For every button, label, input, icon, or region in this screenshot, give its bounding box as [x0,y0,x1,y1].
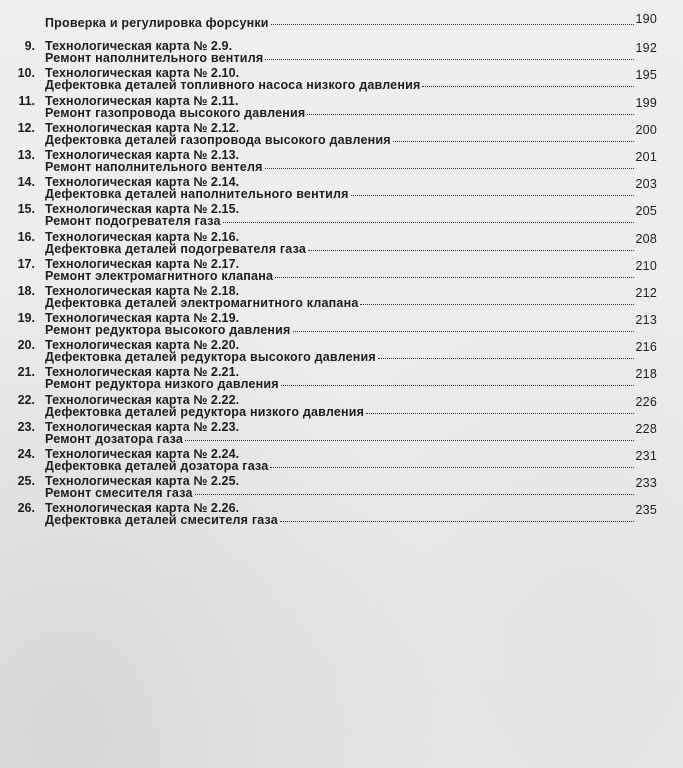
toc-entry-title: Технологическая карта № 2.17. [45,256,240,271]
toc-entry-description: Дефектовка деталей электромагнитного клапана [45,295,359,310]
toc-entry-title: Технологическая карта № 2.14. [45,175,240,190]
toc-entry-number: 13. [17,147,35,162]
toc-entry-title: Технологическая карта № 2.15. [45,202,240,217]
toc-entry-number: 21. [17,365,35,380]
toc-page-number: 203 [635,177,657,192]
toc-entry-number: 9. [24,39,35,54]
toc-entry-description: Ремонт редуктора низкого давления [45,377,279,392]
toc-entry-title: Технологическая карта № 2.11. [45,93,239,108]
toc-entry [0,499,683,526]
toc-entry-number: 12. [17,120,35,135]
toc-entry-number: 24. [17,447,35,461]
toc-entry [0,200,683,227]
dot-leader [366,413,633,414]
toc-entry-description: Дефектовка деталей подогревателя газа [45,241,306,256]
dot-leader [265,168,634,169]
toc-page-number: 200 [635,122,657,137]
toc-entry-title: Технологическая карта № 2.18. [45,283,240,298]
toc-entry [0,92,683,119]
toc-entry-description: Дефектовка деталей редуктора высокого давления [45,350,376,365]
toc-entry [0,309,683,336]
toc-entry-number: 15. [17,202,35,217]
toc-entry [0,445,683,472]
toc-page-number: 213 [635,313,657,328]
toc-entry [0,418,683,445]
toc-entry-title: Технологическая карта № 2.9. [45,39,233,54]
toc-entry-number: 10. [17,66,35,81]
toc-page-number: 216 [635,340,657,355]
toc-page-number: 218 [635,367,657,382]
toc-page-number: 208 [635,231,657,246]
dot-leader [270,467,633,468]
toc-entry-title: Технологическая карта № 2.23. [45,419,240,434]
toc-entry [0,255,683,282]
dot-leader [185,440,633,441]
toc-entry-description: Дефектовка деталей топливного насоса низкого давления [45,78,421,93]
toc-page-number: 210 [635,258,657,273]
toc-entry-description: Дефектовка деталей редуктора низкого давления [45,404,365,419]
toc-entry [0,472,683,499]
toc-page-number: 195 [635,68,657,83]
toc-entry-description: Дефектовка деталей наполнительного вентиля [45,187,349,202]
toc-entry-number: 11. [18,93,35,108]
toc-entry-title: Технологическая карта № 2.21. [45,365,240,380]
dot-leader [281,385,634,386]
dot-leader [307,114,633,115]
toc-page-number: 231 [635,449,657,463]
toc-page-number: 226 [635,394,657,409]
toc-entry-title: Технологическая карта № 2.12. [45,120,240,135]
toc-entry-number: 16. [17,229,35,244]
toc-entry-description: Ремонт наполнительного вентеля [45,159,263,174]
toc-page-number: 201 [635,149,657,164]
toc-entry-description: Ремонт дозатора газа [45,431,184,446]
dot-leader [393,141,634,142]
toc-page-number: 190 [635,12,657,26]
toc-entry-description: Проверка и регулировка форсунки [45,16,269,30]
toc-entry [0,10,683,37]
dot-leader [351,195,634,196]
toc-entry [0,146,683,173]
toc-entry [0,336,683,363]
toc-entry-description: Дефектовка деталей смесителя газа [45,513,278,528]
toc-entry-line [45,12,657,30]
toc-entry-number: 22. [17,392,35,407]
toc-entry-number: 14. [17,175,35,190]
toc-entry-number: 26. [17,501,35,516]
dot-leader [265,59,633,60]
toc-page-number: 233 [635,476,657,491]
toc-entry-description: Ремонт газопровода высокого давления [45,105,306,120]
toc-page-number: 228 [635,421,657,436]
dot-leader [275,277,633,278]
toc-entry-number: 20. [17,338,35,353]
dot-leader [308,250,634,251]
toc-entry-title: Технологическая карта № 2.22. [45,392,240,407]
toc-page-number: 192 [635,41,657,56]
toc-entry-number: 18. [17,283,35,298]
toc-entry-number: 19. [17,311,35,326]
toc-page-number: 212 [635,285,657,300]
dot-leader [280,521,634,522]
toc-entry-title: Технологическая карта № 2.16. [45,229,240,244]
toc-entry [0,64,683,91]
toc-entry [0,37,683,64]
toc-entry-title: Технологическая карта № 2.26. [45,501,240,516]
toc-entry-number: 17. [17,256,35,271]
dot-leader [271,24,634,25]
toc-entry-description: Ремонт редуктора высокого давления [45,323,291,338]
toc-entry [0,119,683,146]
dot-leader [360,304,633,305]
toc-entry [0,228,683,255]
toc-page-number: 199 [635,95,657,110]
toc-entry [0,391,683,418]
dot-leader [422,86,633,87]
toc-entry-number: 25. [17,474,35,489]
toc-entry-number: 23. [17,419,35,434]
toc-entry-title: Технологическая карта № 2.25. [45,474,240,489]
toc-entry-title: Технологическая карта № 2.13. [45,147,240,162]
dot-leader [378,358,634,359]
dot-leader [223,222,634,223]
toc-entry-description: Дефектовка деталей дозатора газа [45,459,269,473]
table-of-contents [0,10,683,527]
dot-leader [293,331,634,332]
toc-page-number: 205 [635,204,657,219]
toc-entry-title: Технологическая карта № 2.24. [45,447,240,461]
toc-entry-title: Технологическая карта № 2.10. [45,66,240,81]
toc-entry-title: Технологическая карта № 2.20. [45,338,240,353]
toc-entry-description: Ремонт наполнительного вентиля [45,51,264,66]
toc-entry-title: Технологическая карта № 2.19. [45,311,240,326]
toc-entry [0,363,683,390]
toc-entry [0,173,683,200]
toc-entry-description: Ремонт электромагнитного клапана [45,268,274,283]
toc-entry [0,282,683,309]
toc-entry-description: Ремонт подогревателя газа [45,214,221,229]
toc-entry-description: Ремонт смесителя газа [45,486,193,501]
toc-entry-description: Дефектовка деталей газопровода высокого давления [45,132,391,147]
toc-page-number: 235 [635,503,657,518]
dot-leader [195,494,634,495]
